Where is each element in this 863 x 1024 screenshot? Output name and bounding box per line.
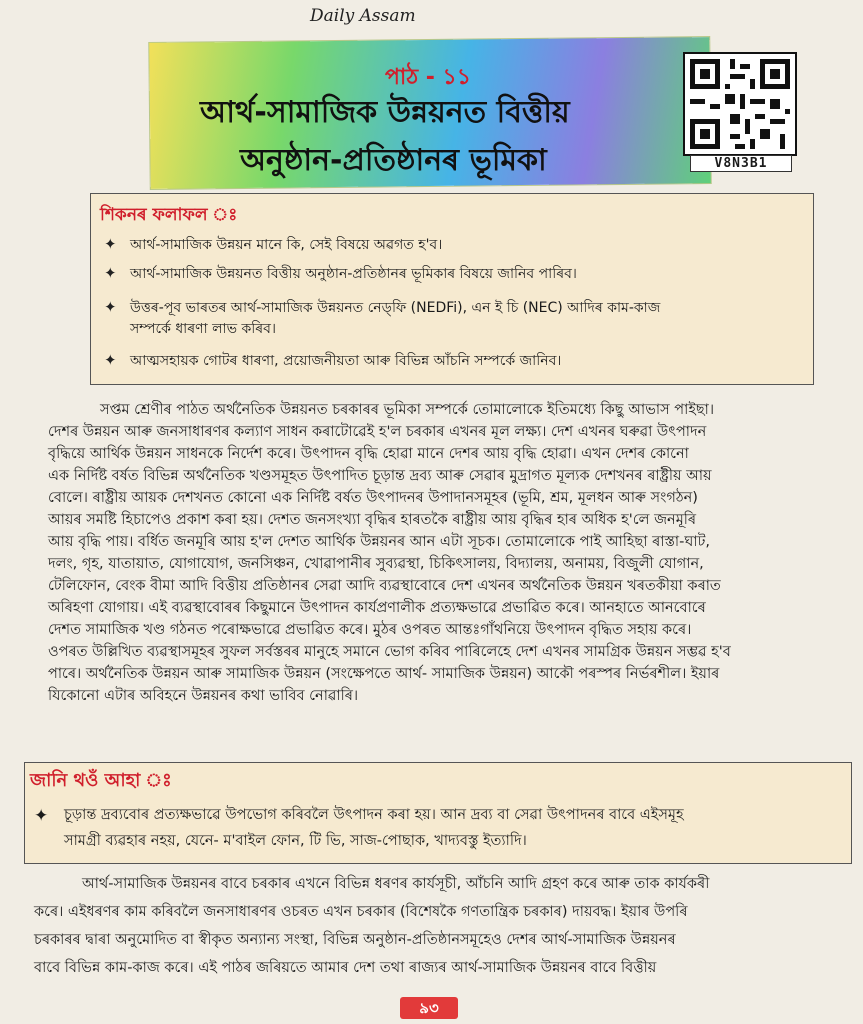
paragraph-line: বৃদ্ধিয়ে আৰ্থিক উন্নয়ন সাধনকে নিৰ্দেশ কৰে। উৎপাদন বৃদ্ধি হোৱা মানে দেশৰ আয় বৃদ্ধি হোৱা। এখন দেশৰ কোনো — [48, 446, 689, 462]
page-title-line2: অনুষ্ঠান-প্ৰতিষ্ঠানৰ ভূমিকা — [240, 143, 547, 178]
star-bullet-icon: ✦ — [104, 235, 117, 253]
list-item: ✦ আৰ্থ-সামাজিক উন্নয়ন মানে কি, সেই বিষয়ে অৱগত হ'ব। — [104, 235, 443, 253]
paragraph-line: পাৰে। অৰ্থনৈতিক উন্নয়ন আৰু সামাজিক উন্নয়ন (সংক্ষেপতে আৰ্থ- সামাজিক উন্নয়ন) আকৌ পৰস্পৰ নিৰ্ভৰশীল। ইয়াৰ — [48, 666, 720, 682]
lesson-label: পাঠ - ১১ — [385, 65, 472, 90]
watermark: Daily Assam — [310, 6, 416, 26]
paragraph-line: ওপৰত উল্লিখিত ব্যৱস্থাসমূহৰ সুফল সৰ্বস্তৰৰ মানুহে সমানে ভোগ কৰিব পাৰিলেহে দেশ এখনৰ সামগ্ৰিক উন্নয়ন সম্ভৱ হ'ব — [48, 644, 731, 660]
list-item: ✦ উত্তৰ-পূব ভাৰতৰ আৰ্থ-সামাজিক উন্নয়নত নেড্‌ফি (NEDFi), এন ই চি (NEC) আদিৰ কাম-কাজ — [104, 298, 661, 316]
star-bullet-icon: ✦ — [34, 806, 49, 826]
paragraph-line: আৰ্থ-সামাজিক উন্নয়নৰ বাবে চৰকাৰ এখনে বিভিন্ন ধৰণৰ কাৰ্যসূচী, আঁচনি আদি গ্ৰহণ কৰে আৰু তাক কাৰ্যকৰী — [82, 876, 710, 892]
paragraph-line: দেশৰ উন্নয়ন আৰু জনসাধাৰণৰ কল্যাণ সাধন কৰাটোৱেই হ'ল চৰকাৰ এখনৰ মূল লক্ষ্য। দেশ এখনৰ ঘৰুৱা উৎপাদন — [48, 424, 707, 440]
paragraph-line: আয়ৰ সমষ্টি হিচাপেও প্ৰকাশ কৰা হয়। দেশত জনসংখ্যা বৃদ্ধিৰ হাৰতকৈ ৰাষ্ট্ৰীয় আয় বৃদ্ধিৰ হাৰ অধিক হ'লে জনমূৰি — [48, 512, 697, 528]
paragraph-line: দলং, গৃহ, যাতায়াত, যোগাযোগ, জনসিঞ্চন, খোৱাপানীৰ সুব্যৱস্থা, চিকিৎসালয়, বিদ্যালয়, অনাময়, বিজুলী যোগান, — [48, 556, 704, 572]
star-bullet-icon: ✦ — [104, 298, 117, 316]
paragraph-line: বোলে। ৰাষ্ট্ৰীয় আয়ক দেশখনত কোনো এক নিৰ্দিষ্ট বৰ্ষত উৎপাদনৰ উপাদানসমূহৰ (ভূমি, শ্ৰম, মূলধন আৰু সংগঠন) — [48, 490, 698, 506]
paragraph-line: আয় বৃদ্ধি পায়। বৰ্ধিত জনমূৰি আয় হ'ল দেশত আৰ্থিক উন্নয়নৰ আন এটা সূচক। তোমালোকে পাই আহিছা ৰাস্তা-ঘাট, — [48, 534, 711, 550]
qr-code-label: V8N3B1 — [690, 155, 792, 172]
qr-code-icon — [683, 52, 797, 156]
paragraph-line: কৰে। এইধৰণৰ কাম কৰিবলৈ জনসাধাৰণৰ ওচৰত এখন চৰকাৰ (বিশেষকৈ গণতান্ত্ৰিক চৰকাৰ) দায়বদ্ধ। ইয়াৰ উপৰি — [34, 904, 688, 920]
know-more-title: জানি থওঁ আহা ঃ — [30, 770, 172, 791]
know-more-line: সামগ্ৰী ব্যৱহাৰ নহয়, যেনে- ম'বাইল ফোন, টি ভি, সাজ-পোছাক, খাদ্যবস্তু ইত্যাদি। — [64, 833, 527, 849]
page-number: ৯৩ — [400, 997, 458, 1019]
page-title-line1: আৰ্থ-সামাজিক উন্নয়নত বিত্তীয় — [200, 95, 570, 130]
learning-outcomes-title: শিকনৰ ফলাফল ঃ — [100, 205, 238, 225]
star-bullet-icon: ✦ — [104, 351, 117, 369]
know-more-line: চূড়ান্ত দ্ৰব্যবোৰ প্ৰত্যক্ষভাৱে উপভোগ কৰিবলৈ উৎপাদন কৰা হয়। আন দ্ৰব্য বা সেৱা উৎপাদনৰ বাবে এইসমূহ — [64, 807, 684, 823]
paragraph-line: টেলিফোন, বেংক বীমা আদি বিত্তীয় প্ৰতিষ্ঠানৰ সেৱা আদি ব্যৱস্থাবোৰে দেশ এখনৰ অৰ্থনৈতিক উন্নয়ন খৰতকীয়া কৰাত — [48, 578, 721, 594]
paragraph-line: বাবে বিভিন্ন কাম-কাজ কৰে। এই পাঠৰ জৰিয়তে আমাৰ দেশ তথা ৰাজ্যৰ আৰ্থ-সামাজিক উন্নয়নৰ বাবে বিত্তীয় — [34, 960, 657, 976]
paragraph-line: এক নিৰ্দিষ্ট বৰ্ষত বিভিন্ন অৰ্থনৈতিক খণ্ডসমূহত উৎপাদিত চূড়ান্ত দ্ৰব্য আৰু সেৱাৰ মুদ্ৰাগত মূল্যক দেশখনৰ ৰাষ্ট্ৰীয় আয় — [48, 468, 712, 484]
paragraph-line: অৰিহণা যোগায়। এই ব্যৱস্থাবোৰৰ কিছুমানে উৎপাদন কাৰ্যপ্ৰণালীক প্ৰত্যক্ষভাৱে প্ৰভাৱিত কৰে। আনহাতে আনবোৰে — [48, 600, 706, 616]
paragraph-line: যিকোনো এটাৰ অবিহনে উন্নয়নৰ কথা ভাবিব নোৱাৰি। — [48, 688, 359, 704]
list-item: ✦ আৰ্থ-সামাজিক উন্নয়নত বিত্তীয় অনুষ্ঠান-প্ৰতিষ্ঠানৰ ভূমিকাৰ বিষয়ে জানিব পাৰিব। — [104, 264, 577, 282]
paragraph-line: চৰকাৰৰ দ্বাৰা অনুমোদিত বা স্বীকৃত অন্যান্য সংস্থা, বিভিন্ন অনুষ্ঠান-প্ৰতিষ্ঠানসমূহেও দেশৰ আৰ্থ-সামাজিক উন্নয়নৰ — [34, 932, 676, 948]
list-item-continued: সম্পৰ্কে ধাৰণা লাভ কৰিব। — [130, 321, 276, 337]
star-bullet-icon: ✦ — [104, 264, 117, 282]
paragraph-line: সপ্তম শ্ৰেণীৰ পাঠত অৰ্থনৈতিক উন্নয়নত চৰকাৰৰ ভূমিকা সম্পৰ্কে তোমালোকে ইতিমধ্যে কিছু আভাস পাইছা। — [100, 402, 715, 418]
list-item: ✦ আত্মসহায়ক গোটৰ ধাৰণা, প্ৰয়োজনীয়তা আৰু বিভিন্ন আঁচনি সম্পৰ্কে জানিব। — [104, 351, 562, 369]
paragraph-line: দেশত সামাজিক খণ্ড গঠনত পৰোক্ষভাৱে প্ৰভাৱিত কৰে। মুঠৰ ওপৰত আন্তঃগাঁথনিয়ে উৎপাদন বৃদ্ধিত সহায় কৰে। — [48, 622, 692, 638]
